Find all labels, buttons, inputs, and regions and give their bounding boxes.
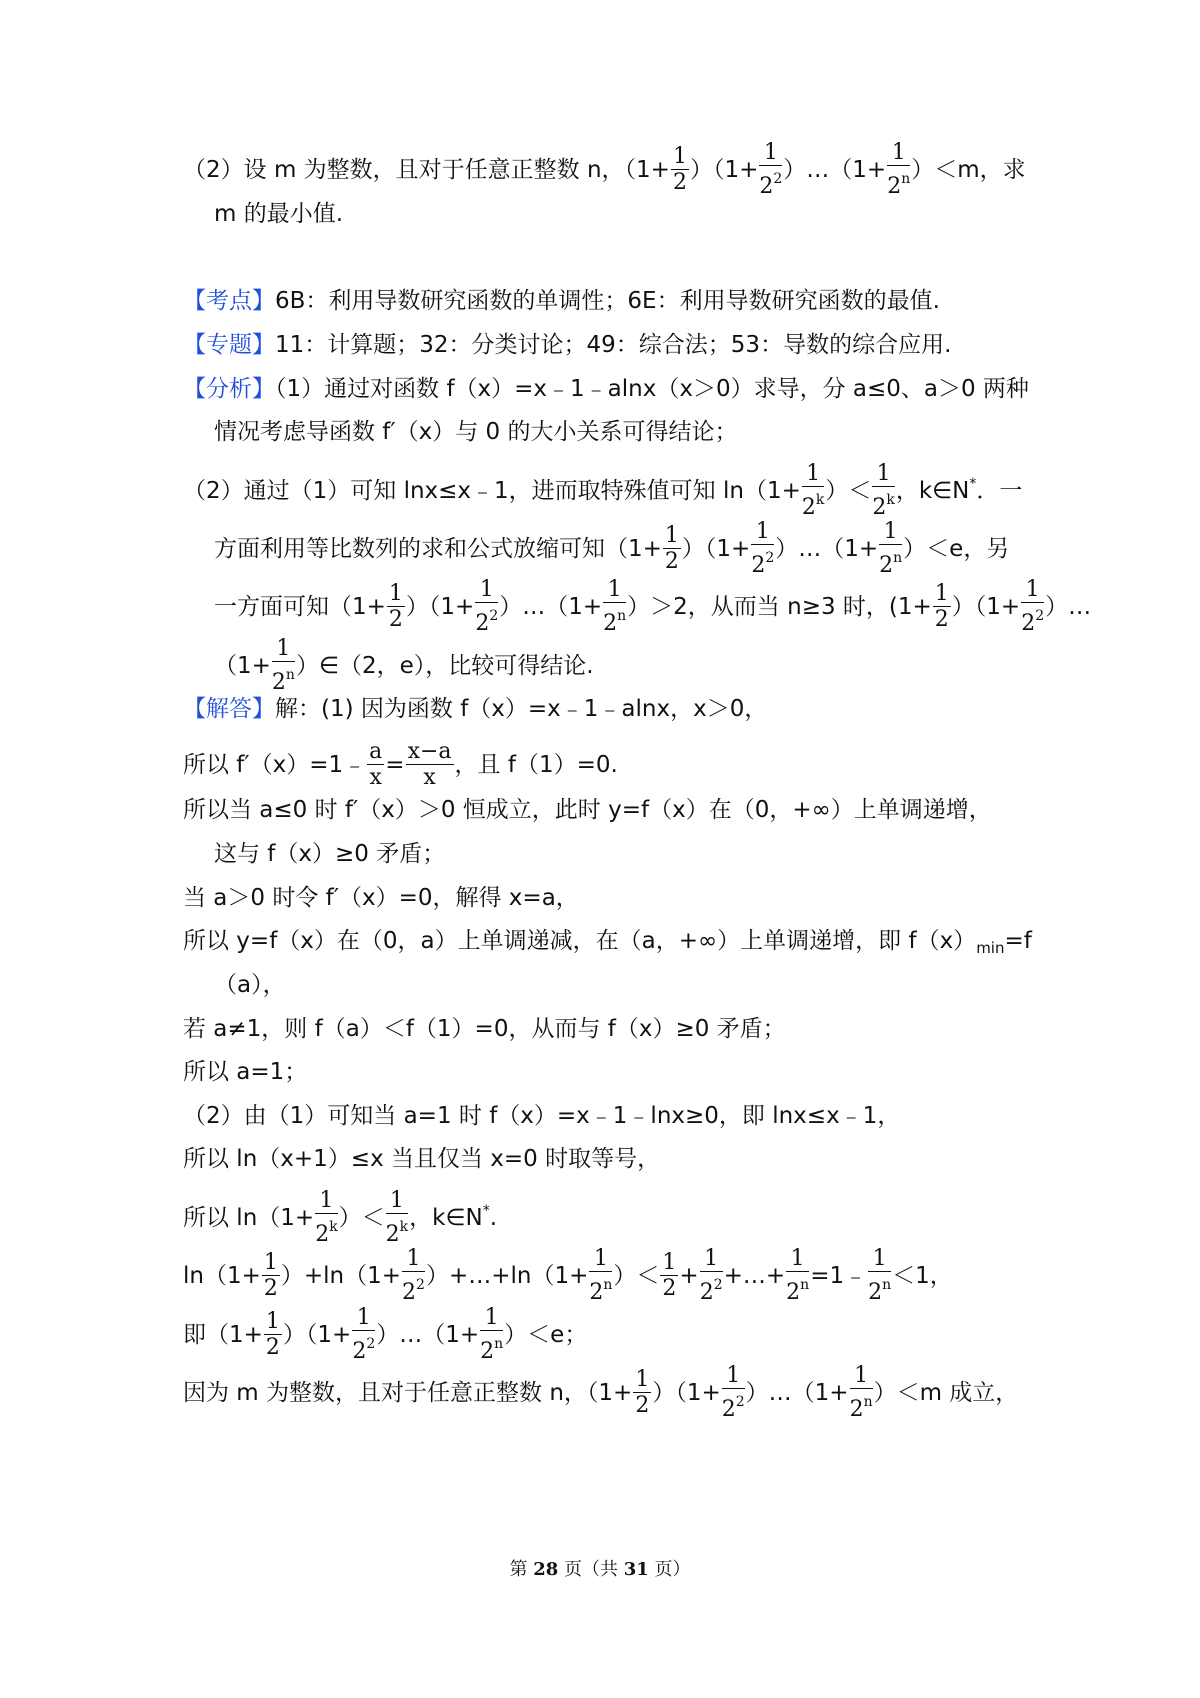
fraction: $\frac{1}{2}$ (934, 581, 949, 632)
jieda-line15: 因为 m 为整数，且对于任意正整数 n，（1+ $\frac{1}{2}$ ）（1+ $\frac{1}{2^2}$ ）…（1+ $\frac{1}{2^n}$ ）＜m 成立， (183, 1363, 1019, 1422)
jieda-line11: 所以 ln（x+1）≤x 当且仅当 x=0 时取等号， (183, 1146, 661, 1172)
jieda-tag: 【解答】 (183, 696, 275, 722)
fraction: $\frac{1}{2^2}$ (721, 1363, 745, 1422)
fraction: $\frac{1}{2^k}$ (872, 461, 895, 520)
jieda-line5: 当 a＞0 时令 f′（x）=0，解得 x=a， (183, 885, 579, 911)
fenxi-line3: （2）通过（1）可知 lnx≤x﹣1，进而取特殊值可知 ln（1+ $\frac{1}{2^k}$ ）＜ $\frac{1}{2^k}$ ，k∈N*．一 (183, 461, 1023, 520)
zhuanti-section: 【专题】11：计算题；32：分类讨论；49：综合法；53：导数的综合应用. (183, 332, 952, 358)
fraction: $\frac{1}{2^2}$ (751, 519, 775, 578)
page-footer: 第 28 页（共 31 页） (509, 1559, 691, 1580)
jieda-line14: 即（1+ $\frac{1}{2}$ ）（1+ $\frac{1}{2^2}$ ）…（1+ $\frac{1}{2^n}$ ）＜e； (183, 1305, 588, 1364)
fenxi-line4: 方面利用等比数列的求和公式放缩可知（1+ $\frac{1}{2}$ ）（1+ $\frac{1}{2^2}$ ）…（1+ $\frac{1}{2^n}$ ）＜e，另 (214, 519, 1010, 578)
fraction: $\frac{1}{2^2}$ (475, 577, 499, 636)
fenxi-line6: （1+ $\frac{1}{2^n}$ ）∈（2，e），比较可得结论. (214, 636, 594, 695)
fraction: $\frac{1}{2^n}$ (849, 1363, 873, 1422)
fraction: $\frac{1}{2}$ (662, 1250, 677, 1301)
question-2-line1: （2）设 m 为整数，且对于任意正整数 n，（1+ $\frac{1}{2}$ ）（1+ $\frac{1}{2^2}$ ）…（1+ $\frac{1}{2^n}$ ）＜m，求 (183, 140, 1026, 199)
jieda-line2: 所以 f′（x）=1﹣ $\frac{a}{x}$ = $\frac{x-a}{x}$ ，且 f（1）=0. (183, 739, 618, 790)
jieda-line7: （a）， (214, 972, 286, 998)
jieda-line9: 所以 a=1； (183, 1059, 308, 1085)
jieda-line3: 所以当 a≤0 时 f′（x）＞0 恒成立，此时 y=f（x）在（0，+∞）上单调递增， (183, 797, 992, 823)
kaodian-section: 【考点】6B：利用导数研究函数的单调性；6E：利用导数研究函数的最值. (183, 288, 940, 314)
fenxi-tag: 【分析】 (183, 376, 275, 402)
jieda-line6: 所以 y=f（x）在（0，a）上单调递减，在（a，+∞）上单调递增，即 $f(x)_{min}=f$ (183, 928, 1032, 957)
fraction: $\frac{x-a}{x}$ (407, 739, 452, 790)
jieda-line1: 【解答】解：(1) 因为函数 f（x）=x﹣1﹣alnx，x＞0， (183, 696, 768, 722)
fraction: $\frac{1}{2}$ (263, 1250, 278, 1301)
fraction: $\frac{1}{2^n}$ (786, 1246, 810, 1305)
fraction: $\frac{1}{2}$ (664, 523, 679, 574)
fraction: $\frac{1}{2^n}$ (480, 1305, 504, 1364)
jieda-line8: 若 a≠1，则 f（a）＜f（1）=0，从而与 f（x）≥0 矛盾； (183, 1016, 786, 1042)
fraction: $\frac{1}{2^2}$ (1021, 577, 1045, 636)
kaodian-tag: 【考点】 (183, 288, 275, 314)
total-pages: 31 (623, 1559, 649, 1580)
fraction: $\frac{1}{2^k}$ (801, 461, 825, 520)
fraction: $\frac{1}{2^k}$ (385, 1188, 409, 1247)
fraction: $\frac{1}{2^n}$ (868, 1246, 892, 1305)
fraction: $\frac{1}{2^2}$ (352, 1305, 376, 1364)
fraction: $\frac{1}{2^n}$ (603, 577, 627, 636)
fraction: $\frac{1}{2^2}$ (402, 1246, 425, 1305)
fraction: $\frac{1}{2^2}$ (699, 1246, 723, 1305)
jieda-line13: ln（1+ $\frac{1}{2}$ ）+ln（1+ $\frac{1}{2^2}$ ）+…+ln（1+ $\frac{1}{2^n}$ ）＜ $\frac{1}{2}$ + $\frac{1}{2^2}$ +…+ $\frac{1}{2^n}$ =1﹣ $\frac{1}{2^n}$ ＜1， (183, 1246, 953, 1305)
fraction: $\frac{1}{2^2}$ (759, 140, 783, 199)
jieda-line12: 所以 ln（1+ $\frac{1}{2^k}$ ）＜ $\frac{1}{2^k}$ ，k∈N*. (183, 1188, 498, 1247)
fraction: $\frac{1}{2}$ (265, 1309, 280, 1360)
fraction: $\frac{1}{2^n}$ (589, 1246, 613, 1305)
fraction: $\frac{1}{2^n}$ (879, 519, 903, 578)
fraction: $\frac{1}{2^n}$ (271, 636, 295, 695)
fenxi-line1: 【分析】（1）通过对函数 f（x）=x﹣1﹣alnx（x＞0）求导，分 a≤0、a＞0 两种 (183, 376, 1029, 402)
page-number: 28 (533, 1559, 559, 1580)
jieda-line10: （2）由（1）可知当 a=1 时 f（x）=x﹣1﹣lnx≥0，即 lnx≤x﹣1， (183, 1103, 901, 1129)
fraction: $\frac{1}{2^n}$ (887, 140, 911, 199)
fenxi-line5: 一方面可知（1+ $\frac{1}{2}$ ）（1+ $\frac{1}{2^2}$ ）…（1+ $\frac{1}{2^n}$ ）＞2，从而当 n≥3 时，(1+ $\frac{1}{2}$ ）（1+ $\frac{1}{2^2}$ ）… (214, 577, 1092, 636)
zhuanti-tag: 【专题】 (183, 332, 275, 358)
jieda-line4: 这与 f（x）≥0 矛盾； (214, 841, 446, 867)
fenxi-line2: 情况考虑导函数 f′（x）与 0 的大小关系可得结论； (214, 419, 738, 445)
fraction: $\frac{1}{2}$ (672, 144, 687, 195)
question-2-line2: m 的最小值. (214, 201, 344, 227)
fraction: $\frac{1}{2}$ (635, 1367, 650, 1418)
fraction: $\frac{1}{2^k}$ (315, 1188, 338, 1247)
fraction: $\frac{a}{x}$ (369, 739, 383, 790)
fraction: $\frac{1}{2}$ (388, 581, 403, 632)
